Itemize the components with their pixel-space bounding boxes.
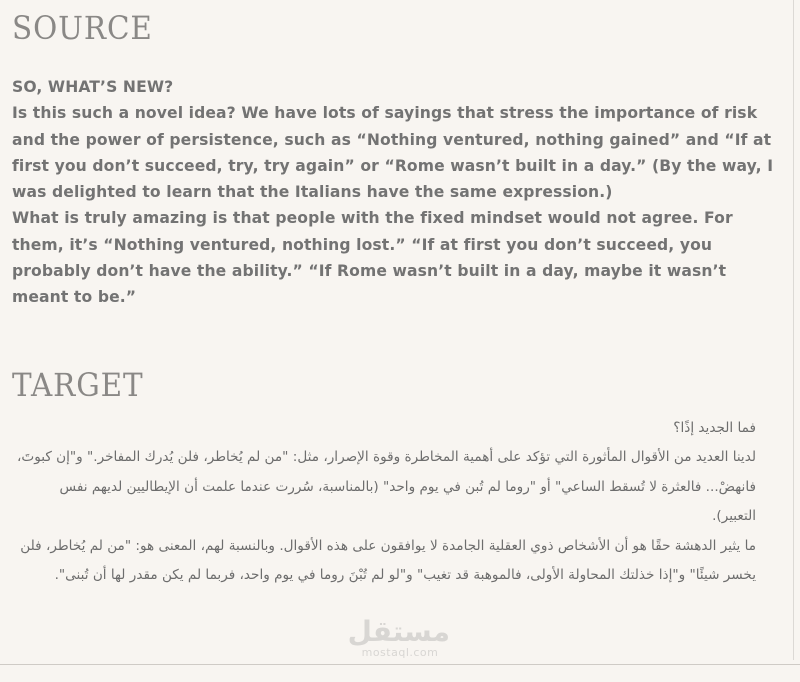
watermark-logo: مستقل	[347, 615, 450, 648]
target-subheading: فما الجديد إذًا؟	[673, 420, 756, 436]
source-paragraph-2: What is truly amazing is that people with the fixed mindset would not agree. For them, it’s “Nothing ventured, nothing lost.” “If at first you don’t succeed, you probably don’t have the ability.” “If Rome wasn’t built in a day, maybe it wasn’t meant to be.”	[12, 209, 733, 307]
source-subheading: SO, WHAT’S NEW?	[12, 78, 174, 96]
source-paragraph-1: Is this such a novel idea? We have lots of sayings that stress the importance of risk and the power of persistence, such as “Nothing ventured, nothing gained” and “If at first you don’t succeed, try, try again” or “Rome wasn’t built in a day.” (By the way, I was delighted to learn that the Italians have the same expression.)	[12, 104, 774, 202]
target-heading: TARGET	[12, 366, 144, 404]
mostaql-watermark	[347, 615, 450, 659]
right-divider	[793, 0, 794, 660]
target-text-block	[16, 414, 756, 590]
source-text-block	[12, 74, 782, 311]
bottom-divider	[0, 664, 800, 665]
watermark-domain: mostaql.com	[361, 646, 439, 659]
target-paragraph-2: ما يثير الدهشة حقًا هو أن الأشخاص ذوي العقلية الجامدة لا يوافقون على هذه الأقوال. وبالنسبة لهم، المعنى هو: "من لم يُخاطر، فلن يخسر شيئًا" و"إذا خذلتك المحاولة الأولى، فالموهبة قد تغيب" و"لو لم تُبْنَ روما في يوم واحد، فربما لم يكن مقدر لها أن تُبنى".	[20, 537, 756, 584]
source-heading: SOURCE	[12, 9, 153, 47]
target-paragraph-1: لدينا العديد من الأقوال المأثورة التي تؤكد على أهمية المخاطرة وقوة الإصرار، مثل: "من لم يُخاطر، فلن يُدرك المفاخر." و"إن كبوتَ، فانهضْ... فالعثرة لا تُسقط الساعي" أو "روما لم تُبن في يوم واحد" (بالمناسبة، سُررت عندما علمت أن الإيطاليين لديهم نفس التعبير).	[17, 449, 756, 525]
